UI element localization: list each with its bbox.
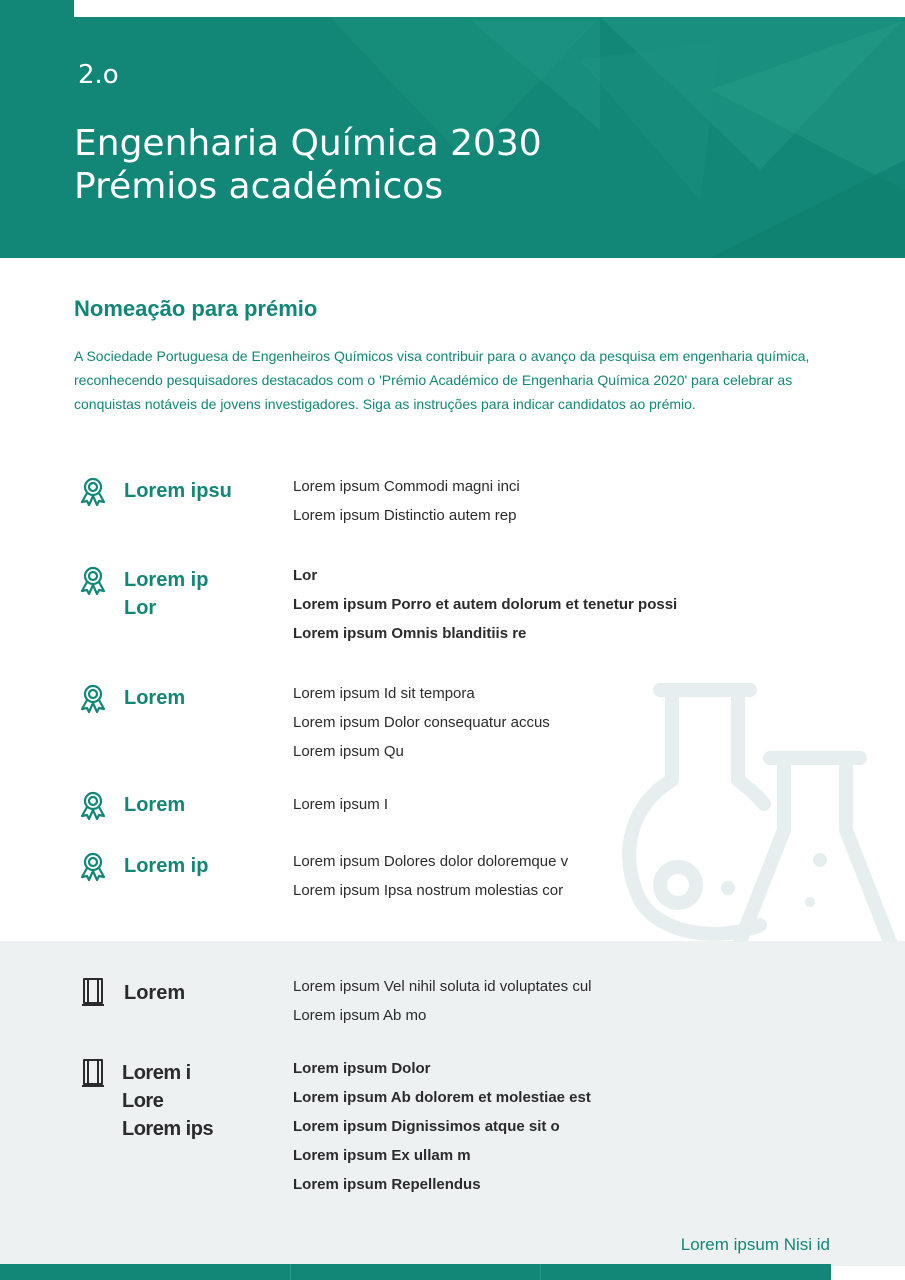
detail-line: Lorem ipsum Distinctio autem rep [293, 507, 517, 524]
footer-divider [290, 1264, 291, 1280]
detail-line: Lorem ipsum Ex ullam m [293, 1147, 471, 1164]
book-details [293, 1054, 833, 1199]
award-label-line: Lor [124, 597, 157, 619]
detail-line: Lorem ipsum Vel nihil soluta id voluptates cul [293, 978, 592, 995]
footer-bar [0, 1264, 831, 1280]
book-icon [80, 1058, 106, 1088]
detail-line: Lorem ipsum Repellendus [293, 1176, 481, 1193]
detail-line: Lorem ipsum Porro et autem dolorum et tenetur possi [293, 596, 678, 613]
detail-line: Lor [293, 567, 318, 584]
footer-text: Lorem ipsum Nisi id [680, 1235, 830, 1254]
award-ribbon-icon [78, 790, 108, 820]
detail-line: Lorem ipsum Id sit tempora [293, 685, 475, 702]
header-banner [0, 0, 905, 258]
award-label [124, 791, 274, 819]
title-line-2: Prémios académicos [74, 166, 444, 207]
award-details [293, 847, 833, 905]
award-ribbon-icon [78, 851, 108, 881]
detail-line: Lorem ipsum Omnis blanditiis re [293, 625, 527, 642]
award-ribbon-icon [78, 565, 108, 595]
award-details [293, 679, 833, 766]
book-label-line: Lorem i [122, 1062, 191, 1084]
detail-line: Lorem ipsum Dolor [293, 1060, 431, 1077]
intro-paragraph: A Sociedade Portuguesa de Engenheiros Químicos visa contribuir para o avanço da pesquisa em engenharia química, reconhecendo pesquisadores destacados com o 'Prémio Académico de Engenharia Química 2020' para celebrar as conquistas notáveis de jovens investigadores. Siga as instruções para indicar candidatos ao prémio. [74, 348, 810, 412]
detail-line: Lorem ipsum Ab dolorem et molestiae est [293, 1089, 591, 1106]
page-title [74, 122, 542, 208]
detail-line: Lorem ipsum I [293, 796, 389, 813]
award-label [124, 852, 274, 880]
detail-line: Lorem ipsum Dignissimos atque sit o [293, 1118, 560, 1135]
award-details [293, 790, 833, 819]
book-label-line: Lorem [124, 982, 186, 1004]
detail-line: Lorem ipsum Ipsa nostrum molestias cor [293, 882, 564, 899]
award-label-line: Lorem ip [124, 569, 209, 591]
book-label [124, 979, 274, 1007]
top-strip [74, 0, 905, 17]
footer-divider [540, 1264, 541, 1280]
award-label-line: Lorem ip [124, 855, 209, 877]
award-label [124, 684, 274, 712]
award-label-line: Lorem ipsu [124, 480, 232, 502]
detail-line: Lorem ipsum Dolores dolor doloremque v [293, 853, 569, 870]
book-label-line: Lorem ips [122, 1118, 214, 1140]
detail-line: Lorem ipsum Ab mo [293, 1007, 427, 1024]
award-details [293, 472, 833, 530]
section-number: 2.o [78, 60, 119, 90]
section-heading: Nomeação para prémio [74, 296, 318, 321]
detail-line: Lorem ipsum Commodi magni inci [293, 478, 520, 495]
award-ribbon-icon [78, 683, 108, 713]
award-details [293, 561, 833, 648]
book-details [293, 972, 833, 1030]
award-label-line: Lorem [124, 794, 186, 816]
detail-line: Lorem ipsum Dolor consequatur accus [293, 714, 550, 731]
detail-line: Lorem ipsum Qu [293, 743, 404, 760]
award-label-line: Lorem [124, 687, 186, 709]
title-line-1: Engenharia Química 2030 [74, 123, 542, 164]
book-label-line: Lore [122, 1090, 164, 1112]
award-ribbon-icon [78, 476, 108, 506]
book-icon [80, 977, 106, 1007]
book-label [122, 1059, 272, 1143]
award-label [124, 477, 274, 505]
award-label [124, 566, 274, 622]
